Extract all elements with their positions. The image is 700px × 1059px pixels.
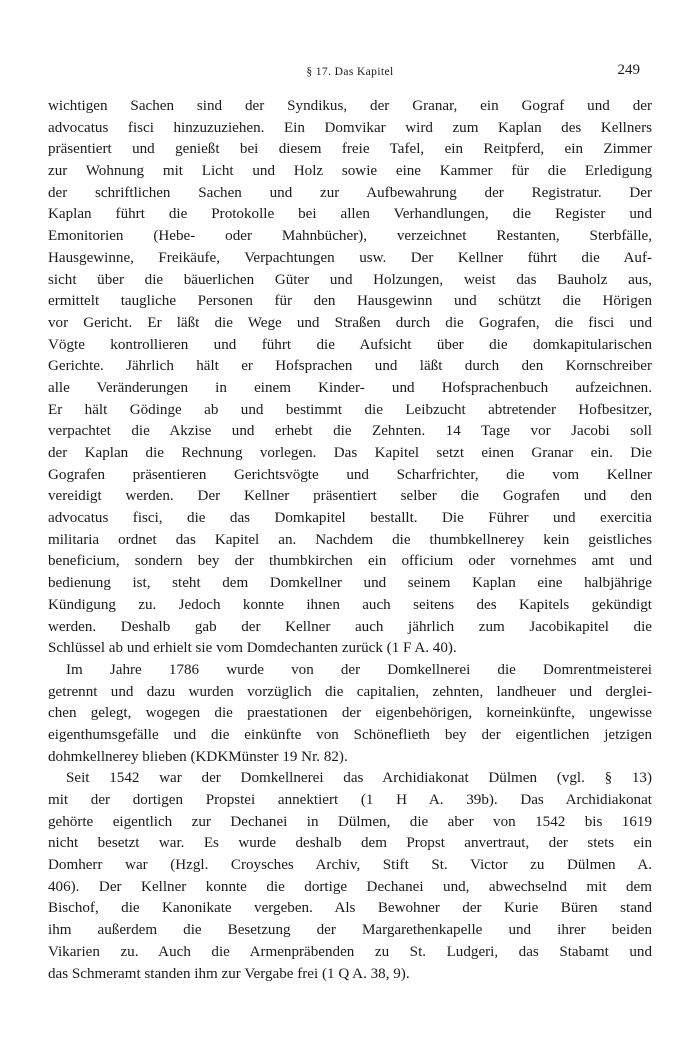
text-line: dohmkellnerey blieben (KDKMünster 19 Nr. 82). [48, 748, 348, 765]
text-line: ihm außerdem die Besetzung der Margarethenkapelle und ihrer beiden [48, 922, 652, 939]
page-number: 249 [617, 62, 640, 78]
text-line: militaria ordnet das Kapitel an. Nachdem die thumbkellnerey kein geistliches [48, 531, 652, 548]
text-line: Kündigung zu. Jedoch konnte ihnen auch seitens des Kapitels gekündigt [48, 596, 652, 613]
text-line: gehörte eigentlich zur Dechanei in Dülmen, die aber von 1542 bis 1619 [48, 813, 652, 830]
text-line: ermittelt taugliche Personen für den Hausgewinn und schützt die Hörigen [48, 293, 652, 310]
text-line: Kaplan führt die Protokolle bei allen Verhandlungen, die Register und [48, 206, 652, 223]
text-line: vor Gericht. Er läßt die Wege und Straßen durch die Gografen, die fisci und [48, 314, 652, 331]
body-text [48, 96, 652, 985]
text-line: advocatus fisci hinzuzuziehen. Ein Domvikar wird zum Kaplan des Kellners [48, 119, 652, 136]
paragraph-2 [48, 660, 652, 768]
text-line: nicht besetzt war. Es wurde deshalb dem Propst anvertraut, der stets ein [48, 835, 652, 852]
text-line: Hausgewinne, Freikäufe, Verpachtungen usw. Der Kellner führt die Auf- [48, 249, 652, 266]
text-line: getrennt und dazu wurden vorzüglich die capitalien, zehnten, landheuer und derglei- [48, 683, 652, 700]
text-line: chen gelegt, wogegen die praestationen der eigenbehörigen, korneinkünfte, ungewisse [48, 705, 652, 722]
text-line: Gerichte. Jährlich hält er Hofsprachen und läßt durch den Kornschreiber [48, 358, 652, 375]
text-line: vereidigt werden. Der Kellner präsentiert selber die Gografen und den [48, 488, 652, 505]
text-line: mit der dortigen Propstei annektiert (1 H A. 39b). Das Archidiakonat [48, 792, 652, 808]
text-line: Domherr war (Hzgl. Croysches Archiv, Stift St. Victor zu Dülmen A. [48, 857, 652, 874]
text-line: Emonitorien (Hebe- oder Mahnbücher), verzeichnet Restanten, Sterbfälle, [48, 228, 652, 245]
text-line: Schlüssel ab und erhielt sie vom Domdechanten zurück (1 F A. 40). [48, 640, 457, 657]
text-line: Bischof, die Kanonikate vergeben. Als Bewohner der Kurie Büren stand [48, 900, 652, 917]
text-line: Im Jahre 1786 wurde von der Domkellnerei die Domrentmeisterei [66, 661, 652, 678]
text-line: Gografen präsentieren Gerichtsvögte und Scharfrichter, die vom Kellner [48, 466, 652, 483]
text-line: wichtigen Sachen sind der Syndikus, der Granar, ein Gograf und der [48, 98, 652, 114]
paragraph-1 [48, 96, 652, 660]
text-line: präsentiert und genießt bei diesem freie Tafel, ein Reitpferd, ein Zimmer [48, 141, 652, 158]
text-line: der schriftlichen Sachen und zur Aufbewahrung der Registratur. Der [48, 184, 652, 201]
text-line: Seit 1542 war der Domkellnerei das Archidiakonat Dülmen (vgl. § 13) [66, 770, 652, 787]
text-line: 406). Der Kellner konnte die dortige Dechanei und, abwechselnd mit dem [48, 878, 652, 895]
paragraph-3 [48, 768, 652, 985]
text-line: werden. Deshalb gab der Kellner auch jährlich zum Jacobikapitel die [48, 618, 652, 635]
text-line: Vögte kontrollieren und führt die Aufsicht über die domkapitularischen [48, 336, 652, 353]
text-line: bedienung ist, steht dem Domkellner und seinem Kaplan eine halbjährige [48, 575, 652, 592]
text-line: Vikarien zu. Auch die Armenpräbenden zu St. Ludgeri, das Stabamt und [48, 943, 652, 960]
text-line: das Schmeramt standen ihm zur Vergabe frei (1 Q A. 38, 9). [48, 965, 410, 982]
text-line: eigenthumsgefälle und die einkünfte von Schöneflieth bey der eigentlichen jetzigen [48, 726, 652, 743]
text-line: beneficium, sondern bey der thumbkirchen ein officium oder vornehmes amt und [48, 553, 652, 570]
text-line: alle Veränderungen in einem Kinder- und Hofsprachenbuch aufzeichnen. [48, 379, 652, 396]
text-line: der Kaplan die Rechnung vorlegen. Das Kapitel setzt einen Granar ein. Die [48, 445, 652, 461]
text-line: verpachtet die Akzise und erhebt die Zehnten. 14 Tage vor Jacobi soll [48, 423, 652, 440]
text-line: zur Wohnung mit Licht und Holz sowie eine Kammer für die Erledigung [48, 163, 652, 180]
text-line: Er hält Gödinge ab und bestimmt die Leibzucht abtretender Hofbesitzer, [48, 401, 652, 418]
running-title: § 17. Das Kapitel [306, 66, 394, 78]
text-line: advocatus fisci, die das Domkapitel bestallt. Die Führer und exercitia [48, 510, 652, 527]
running-header [48, 62, 652, 82]
text-line: sicht über die bäuerlichen Güter und Holzungen, weist das Bauholz aus, [48, 271, 652, 288]
